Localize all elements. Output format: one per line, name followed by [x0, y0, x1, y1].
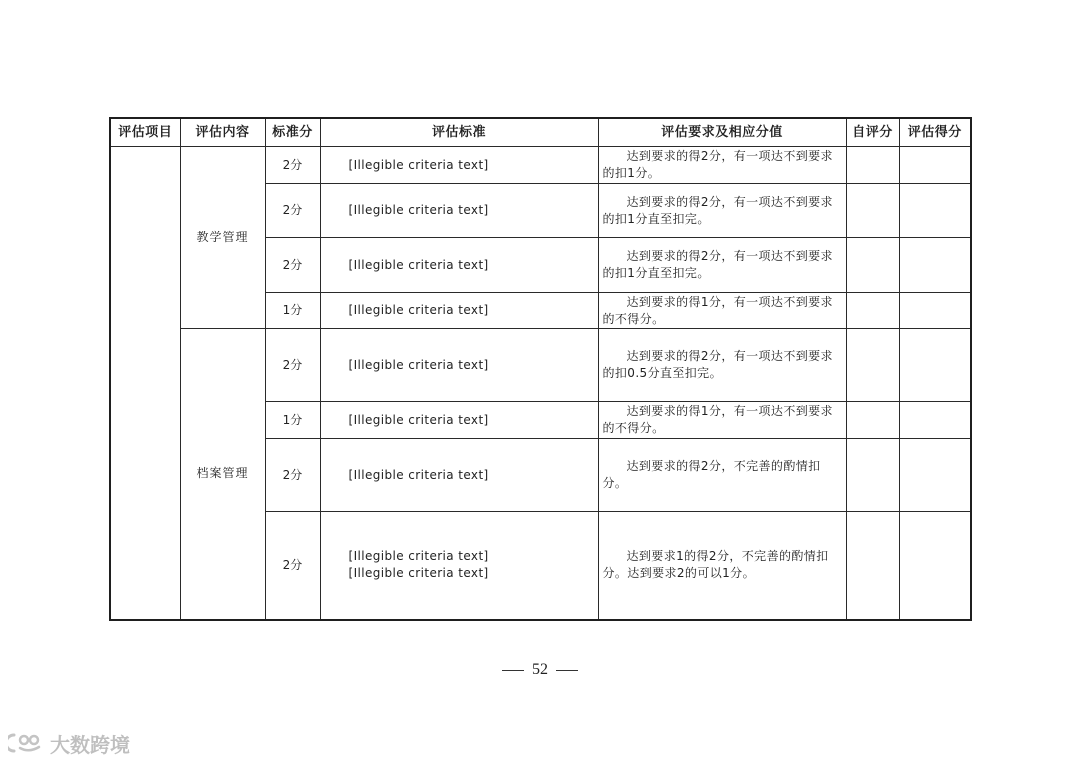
- self-score-cell: [846, 293, 899, 329]
- watermark: [8, 730, 130, 756]
- self-score-cell: [846, 184, 899, 238]
- standard-cell: [320, 238, 598, 293]
- footer-dash-right: [556, 670, 578, 671]
- self-score-cell: [846, 147, 899, 184]
- requirement-cell: [598, 439, 846, 512]
- self-score-cell: [846, 329, 899, 402]
- final-score-cell: [899, 439, 971, 512]
- table-row: [110, 147, 971, 184]
- standard-cell: [320, 147, 598, 184]
- standard-cell: [320, 439, 598, 512]
- page-footer: [0, 661, 1080, 679]
- standard-paragraph: [Illegible criteria text]: [348, 467, 489, 482]
- score-cell: 2分: [265, 147, 320, 184]
- requirement-text: 达到要求的得2分，有一项达不到要求的扣0.5分直至扣完。: [602, 349, 833, 380]
- evaluation-table: [109, 117, 972, 621]
- header-requirement: 评估要求及相应分值: [598, 118, 846, 147]
- final-score-cell: [899, 293, 971, 329]
- header-item: 评估项目: [110, 118, 180, 147]
- self-score-cell: [846, 439, 899, 512]
- header-content: 评估内容: [180, 118, 265, 147]
- footer-dash-left: [502, 670, 524, 671]
- brand-logo-icon: [8, 732, 44, 754]
- page-number: 52: [532, 661, 548, 678]
- requirement-cell: [598, 147, 846, 184]
- requirement-text: 达到要求的得2分，不完善的酌情扣分。: [602, 459, 821, 490]
- final-score-cell: [899, 512, 971, 620]
- standard-cell: [320, 184, 598, 238]
- standard-paragraph: [Illegible criteria text]: [348, 203, 489, 217]
- final-score-cell: [899, 402, 971, 439]
- requirement-cell: [598, 293, 846, 329]
- self-score-cell: [846, 238, 899, 293]
- score-cell: 2分: [265, 439, 320, 512]
- score-cell: 1分: [265, 293, 320, 329]
- standard-paragraph: [Illegible criteria text]: [348, 412, 489, 427]
- standard-paragraph: [Illegible criteria text]: [348, 549, 489, 564]
- header-score: 标准分: [265, 118, 320, 147]
- final-score-cell: [899, 238, 971, 293]
- content-cell: 档案管理: [180, 329, 265, 620]
- requirement-text: 达到要求的得2分，有一项达不到要求的扣1分。: [602, 149, 833, 180]
- self-score-cell: [846, 402, 899, 439]
- requirement-cell: [598, 329, 846, 402]
- content-cell: 教学管理: [180, 147, 265, 329]
- final-score-cell: [899, 184, 971, 238]
- standard-cell: [320, 329, 598, 402]
- header-self-score: 自评分: [846, 118, 899, 147]
- item-cell: [110, 147, 180, 620]
- score-cell: 1分: [265, 402, 320, 439]
- standard-paragraph: [Illegible criteria text]: [348, 357, 489, 372]
- header-final-score: 评估得分: [899, 118, 971, 147]
- self-score-cell: [846, 512, 899, 620]
- table-row: [110, 329, 971, 402]
- standard-cell: [320, 402, 598, 439]
- requirement-cell: [598, 402, 846, 439]
- requirement-text: 达到要求1的得2分，不完善的酌情扣分。达到要求2的可以1分。: [602, 549, 829, 581]
- standard-paragraph: [Illegible criteria text]: [348, 257, 489, 272]
- requirement-text: 达到要求的得2分，有一项达不到要求的扣1分直至扣完。: [602, 249, 833, 280]
- requirement-text: 达到要求的得2分，有一项达不到要求的扣1分直至扣完。: [602, 194, 833, 226]
- final-score-cell: [899, 329, 971, 402]
- standard-cell: [320, 512, 598, 620]
- final-score-cell: [899, 147, 971, 184]
- standard-paragraph: [Illegible criteria text]: [348, 303, 489, 317]
- requirement-cell: [598, 512, 846, 620]
- score-cell: 2分: [265, 238, 320, 293]
- requirement-text: 达到要求的得1分，有一项达不到要求的不得分。: [602, 404, 833, 435]
- table-header-row: [110, 118, 971, 147]
- score-cell: 2分: [265, 512, 320, 620]
- score-cell: 2分: [265, 329, 320, 402]
- requirement-cell: [598, 184, 846, 238]
- requirement-cell: [598, 238, 846, 293]
- table-body: [110, 147, 971, 620]
- header-standard: 评估标准: [320, 118, 598, 147]
- standard-cell: [320, 293, 598, 329]
- standard-paragraph: [Illegible criteria text]: [348, 157, 489, 172]
- standard-paragraph: [Illegible criteria text]: [348, 566, 489, 581]
- watermark-text: 大数跨境: [50, 732, 130, 757]
- score-cell: 2分: [265, 184, 320, 238]
- requirement-text: 达到要求的得1分，有一项达不到要求的不得分。: [602, 294, 833, 326]
